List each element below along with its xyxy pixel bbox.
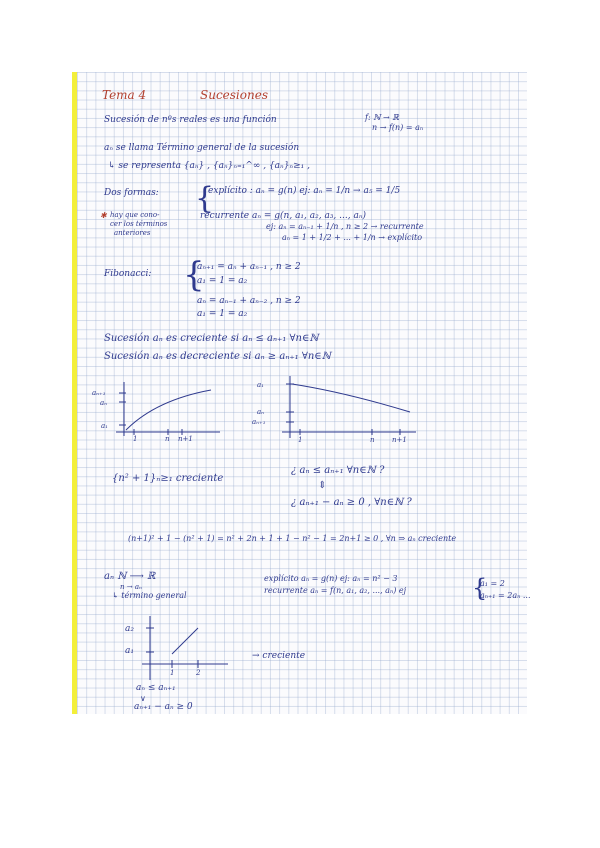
example-recursive: ej: aₙ = aₙ₋₁ + 1/n , n ≥ 2 → recurrente	[266, 222, 424, 231]
definition-map-1: f: ℕ → ℝ	[365, 113, 399, 122]
decreasing-graph	[264, 374, 424, 444]
note-line-3: anteriores	[114, 229, 151, 237]
bottom-or-symbol: ∨	[140, 694, 146, 703]
fibonacci-label: Fibonacci:	[104, 269, 152, 279]
term-general-text: aₙ se llama Término general de la sucesión	[104, 143, 300, 153]
increasing-arrow-label: → creciente	[252, 651, 306, 661]
increasing-points-graph	[124, 614, 234, 682]
graph1-label-an1: aₙ₊₁	[92, 389, 106, 397]
graph2-tick-n1: n+1	[392, 436, 407, 444]
representation-text: ↳ se representa {aₙ} , {aₙ}ₙ₌₁^∞ , {aₙ}ₙ≥₁ ,	[108, 161, 310, 171]
example-explicit: aₙ = 1 + 1/2 + ... + 1/n → explícito	[282, 233, 423, 242]
brace-icon: {	[195, 181, 215, 216]
graph1-tick-n1: n+1	[178, 435, 193, 443]
graph1-tick-1: 1	[133, 435, 138, 443]
note-line-1: hay que cono-	[110, 211, 160, 219]
example-question-2: ¿ aₙ₊₁ − aₙ ≥ 0 , ∀n∈ℕ ?	[291, 497, 412, 508]
example-question-1: ¿ aₙ ≤ aₙ₊₁ ∀n∈ℕ ?	[291, 465, 385, 476]
two-forms-label: Dos formas:	[104, 188, 159, 198]
example-sequence: {n² + 1}ₙ≥₁ creciente	[112, 473, 224, 484]
recursive-brace-icon: {	[472, 574, 488, 602]
equivalence-icon: ⇕	[318, 480, 327, 491]
fibonacci-formula-1: aₙ₊₁ = aₙ + aₙ₋₁ , n ≥ 2	[197, 262, 301, 272]
graph2-tick-1: 1	[298, 436, 303, 444]
graph1-curve	[126, 390, 211, 430]
recursive-form-2: recurrente aₙ = f(n, a₁, a₂, ..., aₙ) ej	[264, 586, 407, 595]
general-term-map-1: aₙ ℕ ⟶ ℝ	[104, 571, 156, 582]
example-computation: (n+1)² + 1 − (n² + 1) = n² + 2n + 1 + 1 − n² − 1 = 2n+1 ≥ 0 , ∀n ⇒ aₙ creciente	[128, 534, 457, 543]
fibonacci-formula-3: aₙ = aₙ₋₁ + aₙ₋₂ , n ≥ 2	[197, 296, 301, 306]
definition-map-2: n → f(n) = aₙ	[372, 123, 424, 132]
graph3-tick-1: 1	[170, 669, 175, 677]
recursive-example-2: aₙ₊₁ = 2aₙ ...	[480, 591, 531, 600]
bottom-difference: aₙ₊₁ − aₙ ≥ 0	[134, 702, 193, 712]
bottom-inequality: aₙ ≤ aₙ₊₁	[136, 683, 176, 693]
graph2-label-an: aₙ	[257, 408, 265, 416]
general-term-label: ↳ término general	[112, 591, 187, 600]
graph1-tick-n: n	[165, 435, 170, 443]
graph3-label-a1: a₁	[125, 646, 134, 656]
title-word: Sucesiones	[200, 88, 268, 102]
asterisk-icon: ✱	[100, 211, 107, 220]
graph3-segment	[172, 628, 198, 654]
recursive-form: recurrente aₙ = g(n, a₁, a₂, a₃, ..., aₙ)	[200, 211, 366, 221]
fibonacci-formula-4: a₁ = 1 = a₂	[197, 309, 248, 319]
note-line-2: cer los términos	[110, 220, 168, 228]
definition-text: Sucesión de nºs reales es una función	[104, 115, 277, 125]
explicit-form-2: explícito aₙ = g(n) ej: aₙ = n² − 3	[264, 574, 398, 583]
graph1-label-an: aₙ	[100, 399, 108, 407]
graph1-label-a1: a₁	[101, 422, 108, 430]
recursive-example-1: a₁ = 2	[480, 579, 505, 588]
graph3-tick-2: 2	[196, 669, 201, 677]
general-term-map-2: n → aₙ	[120, 583, 142, 591]
graph3-label-a2: a₂	[125, 624, 134, 634]
graph2-tick-n: n	[370, 436, 375, 444]
fibonacci-brace-icon: {	[183, 255, 205, 295]
decreasing-definition: Sucesión aₙ es decreciente si aₙ ≥ aₙ₊₁ ∀n∈ℕ	[104, 351, 331, 362]
explicit-form: explícito : aₙ = g(n) ej: aₙ = 1/n → a₅ = 1/5	[208, 186, 401, 196]
graph2-label-a1: a₁	[257, 381, 264, 389]
increasing-graph	[96, 380, 226, 445]
graph2-label-an1: aₙ₊₁	[252, 418, 266, 426]
fibonacci-formula-2: a₁ = 1 = a₂	[197, 276, 248, 286]
increasing-definition: Sucesión aₙ es creciente si aₙ ≤ aₙ₊₁ ∀n∈ℕ	[104, 333, 319, 344]
title-number: Tema 4	[102, 88, 147, 102]
graph2-curve	[292, 384, 410, 412]
